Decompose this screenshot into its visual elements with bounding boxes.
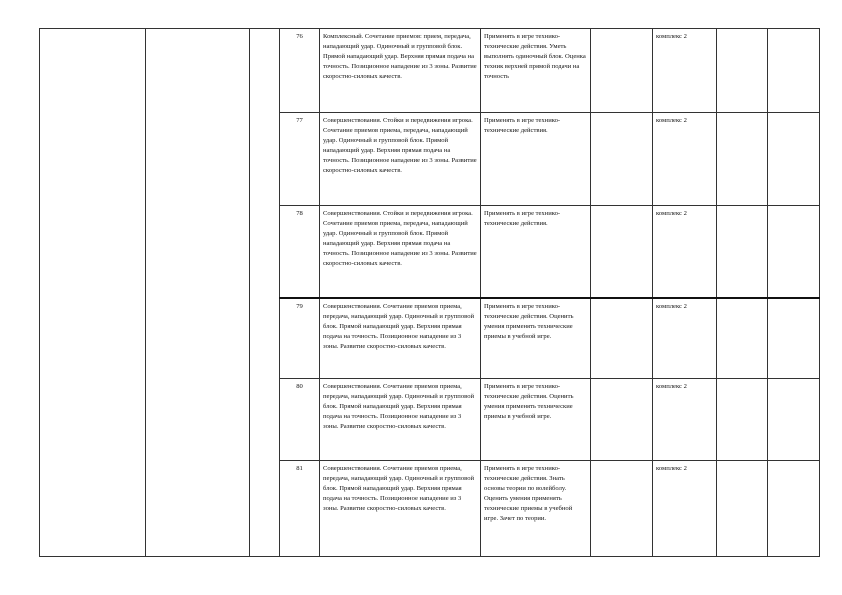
lesson-number: 76 xyxy=(280,29,320,113)
lesson-number: 79 xyxy=(280,298,320,379)
blank-col-1 xyxy=(40,29,146,557)
lesson-number: 81 xyxy=(280,461,320,557)
lesson-requirements: Применять в игре технико-технические действия. Оценить умения применять технические приемы в учебной игре. xyxy=(481,379,591,461)
lesson-number: 77 xyxy=(280,113,320,206)
empty-cell xyxy=(768,29,820,113)
blank-col-2 xyxy=(146,29,250,557)
empty-cell xyxy=(768,298,820,379)
lesson-grade: комплекс 2 xyxy=(653,29,717,113)
blank-col-3 xyxy=(250,29,280,557)
lesson-content: Совершенствования. Сочетание приемов приема, передача, нападающий удар. Одиночный и групповой блок. Прямой нападающий удар. Верхняя прямая подача на точность. Позиционное нападение из 3 зоны. Развитие скоростно-силовых качеств. xyxy=(320,461,481,557)
empty-cell xyxy=(717,379,768,461)
empty-cell xyxy=(768,379,820,461)
empty-cell xyxy=(591,379,653,461)
empty-cell xyxy=(717,461,768,557)
lesson-number: 78 xyxy=(280,206,320,298)
lesson-requirements: Применять в игре технико-технические действия. Уметь выполнять одиночный блок. Оценка техник верхней прямой подачи на точность xyxy=(481,29,591,113)
lesson-content: Совершенствования. Стойки и передвижения игрока. Сочетание приемов приема, передача, нападающий удар. Одиночный и групповой блок. Прямой нападающий удар. Верхняя прямая подача на точность. Позиционное нападение из 3 зоны. Развитие скоростно-силовых качеств. xyxy=(320,206,481,298)
lesson-requirements: Применять в игре технико-технические действия. xyxy=(481,206,591,298)
empty-cell xyxy=(591,206,653,298)
lesson-requirements: Применять в игре технико-технические действия. Знать основы теории по волейболу. Оценить умения применять технические приемы в учебной игре. Зачет по теории. xyxy=(481,461,591,557)
lesson-requirements: Применять в игре технико-технические действия. xyxy=(481,113,591,206)
empty-cell xyxy=(591,29,653,113)
empty-cell xyxy=(717,29,768,113)
empty-cell xyxy=(591,113,653,206)
empty-cell xyxy=(768,206,820,298)
empty-cell xyxy=(717,113,768,206)
lesson-content: Совершенствования. Сочетание приемов приема, передача, нападающий удар. Одиночный и групповой блок. Прямой нападающий удар. Верхняя прямая подача на точность. Позиционное нападение из 3 зоны. Развитие скоростно-силовых качеств. xyxy=(320,379,481,461)
lesson-plan-table xyxy=(39,28,820,557)
empty-cell xyxy=(768,113,820,206)
lesson-grade: комплекс 2 xyxy=(653,206,717,298)
table-row xyxy=(40,29,820,113)
lesson-content: Совершенствования. Сочетание приемов приема, передача, нападающий удар. Одиночный и групповой блок. Прямой нападающий удар. Верхняя прямая подача на точность. Позиционное нападение из 3 зоны. Развитие скоростно-силовых качеств. xyxy=(320,298,481,379)
lesson-number: 80 xyxy=(280,379,320,461)
lesson-requirements: Применять в игре технико-технические действия. Оценить умения применять технические приемы в учебной игре. xyxy=(481,298,591,379)
lesson-grade: комплекс 2 xyxy=(653,379,717,461)
empty-cell xyxy=(768,461,820,557)
empty-cell xyxy=(591,461,653,557)
lesson-grade: комплекс 2 xyxy=(653,461,717,557)
lesson-grade: комплекс 2 xyxy=(653,113,717,206)
lesson-content: Комплексный. Сочетание приемов: прием, передача, нападающий удар. Одиночный и групповой блок. Прямой нападающий удар. Верхняя прямая подача на точность. Позиционное нападение из 3 зоны. Развитие скоростно-силовых качеств. xyxy=(320,29,481,113)
empty-cell xyxy=(717,298,768,379)
empty-cell xyxy=(591,298,653,379)
lesson-grade: комплекс 2 xyxy=(653,298,717,379)
empty-cell xyxy=(717,206,768,298)
lesson-content: Совершенствования. Стойки и передвижения игрока. Сочетание приемов приема, передача, нападающий удар. Одиночный и групповой блок. Прямой нападающий удар. Верхняя прямая подача на точность. Позиционное нападение из 3 зоны. Развитие скоростно-силовых качеств. xyxy=(320,113,481,206)
